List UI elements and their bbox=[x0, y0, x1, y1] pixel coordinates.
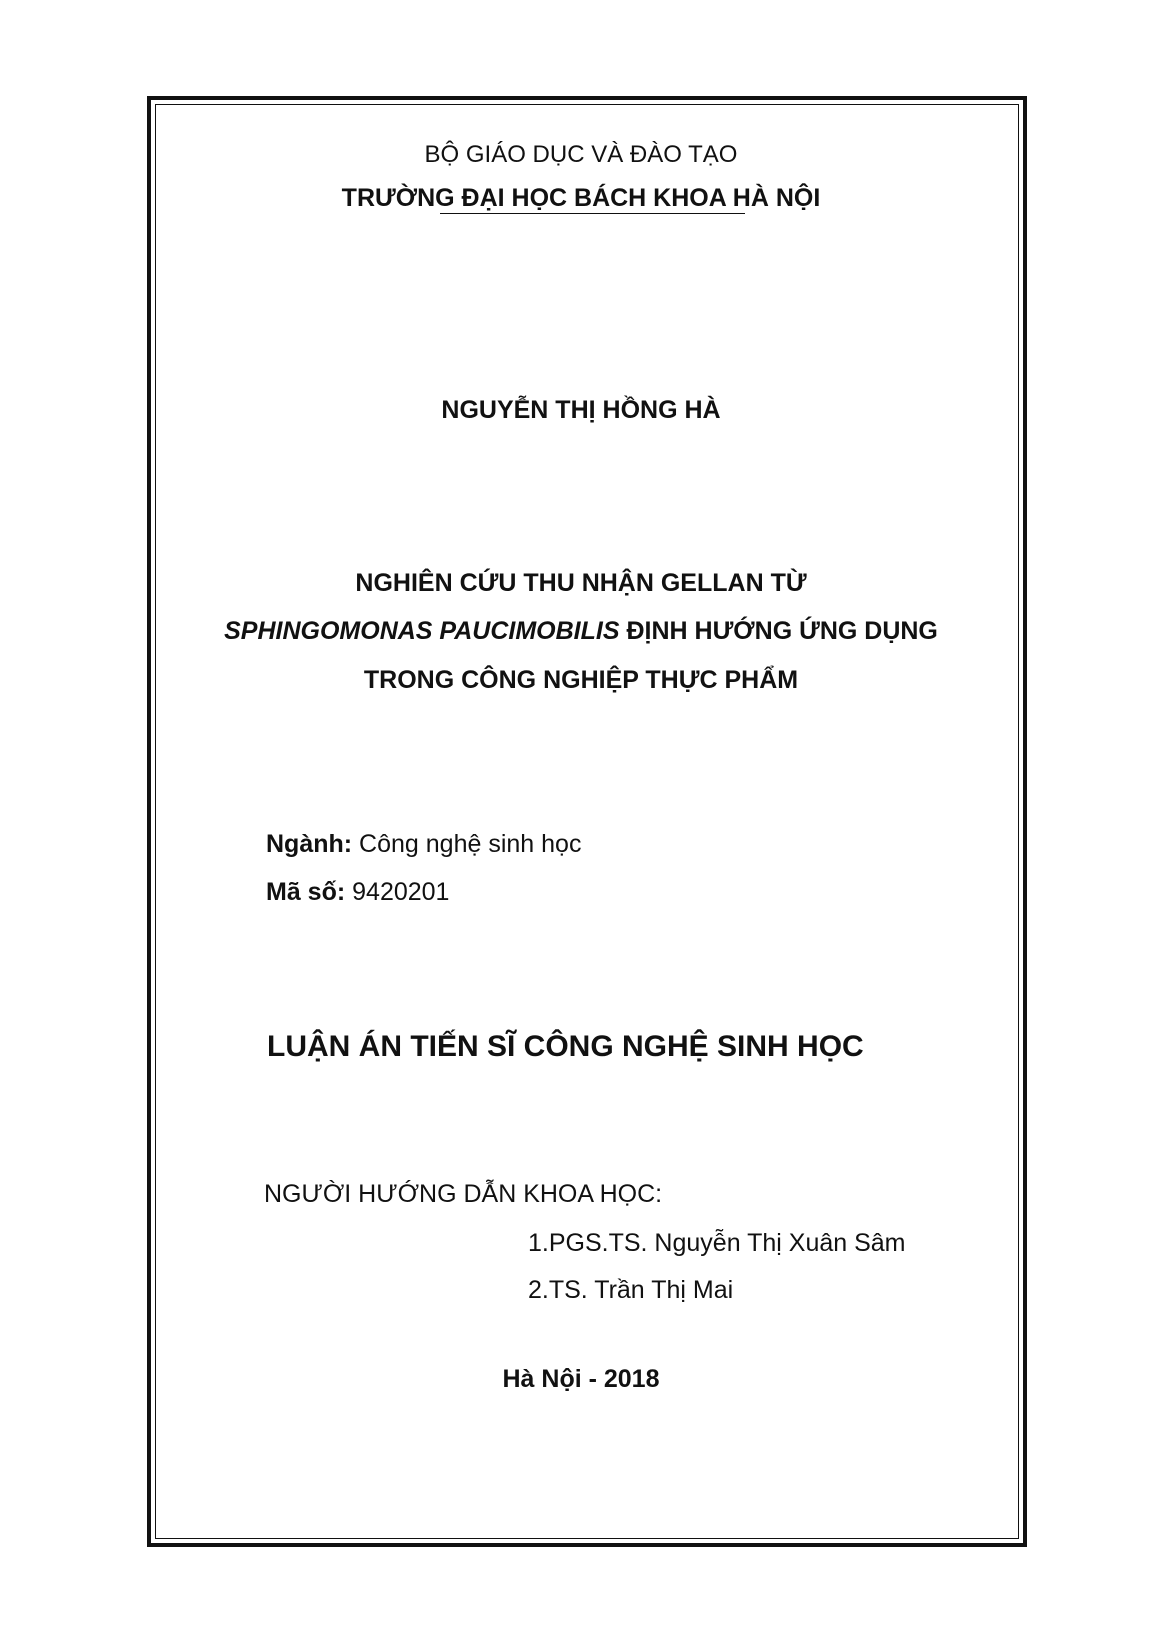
university-name: TRƯỜNG ĐẠI HỌC BÁCH KHOA HÀ NỘI bbox=[341, 184, 821, 212]
major-label: Ngành: bbox=[266, 830, 353, 858]
advisor-item: 2.TS. Trần Thị Mai bbox=[528, 1276, 734, 1304]
major-row bbox=[266, 830, 581, 859]
species-name: SPHINGOMONAS PAUCIMOBILIS bbox=[224, 617, 620, 645]
ministry-name: BỘ GIÁO DỤC VÀ ĐÀO TẠO bbox=[424, 141, 738, 168]
thesis-title-line-2-rest: ĐỊNH HƯỚNG ỨNG DỤNG bbox=[619, 617, 938, 645]
thesis-title-line-3: TRONG CÔNG NGHIỆP THỰC PHẨM bbox=[363, 666, 799, 694]
code-row bbox=[266, 878, 449, 907]
advisor-item: 1.PGS.TS. Nguyễn Thị Xuân Sâm bbox=[528, 1229, 906, 1257]
university-underline bbox=[440, 213, 745, 214]
thesis-type: LUẬN ÁN TIẾN SĨ CÔNG NGHỆ SINH HỌC bbox=[267, 1030, 864, 1063]
page-border-inner bbox=[155, 104, 1019, 1539]
code-label: Mã số: bbox=[266, 878, 346, 906]
code-value: 9420201 bbox=[345, 878, 450, 906]
major-value: Công nghệ sinh học bbox=[352, 830, 582, 858]
place-and-year: Hà Nội - 2018 bbox=[502, 1365, 660, 1393]
author-name: NGUYỄN THỊ HỒNG HÀ bbox=[441, 396, 721, 424]
thesis-title-line-2 bbox=[0, 617, 1158, 646]
thesis-title-line-1: NGHIÊN CỨU THU NHẬN GELLAN TỪ bbox=[355, 569, 807, 597]
advisors-heading: NGƯỜI HƯỚNG DẪN KHOA HỌC: bbox=[264, 1180, 663, 1208]
